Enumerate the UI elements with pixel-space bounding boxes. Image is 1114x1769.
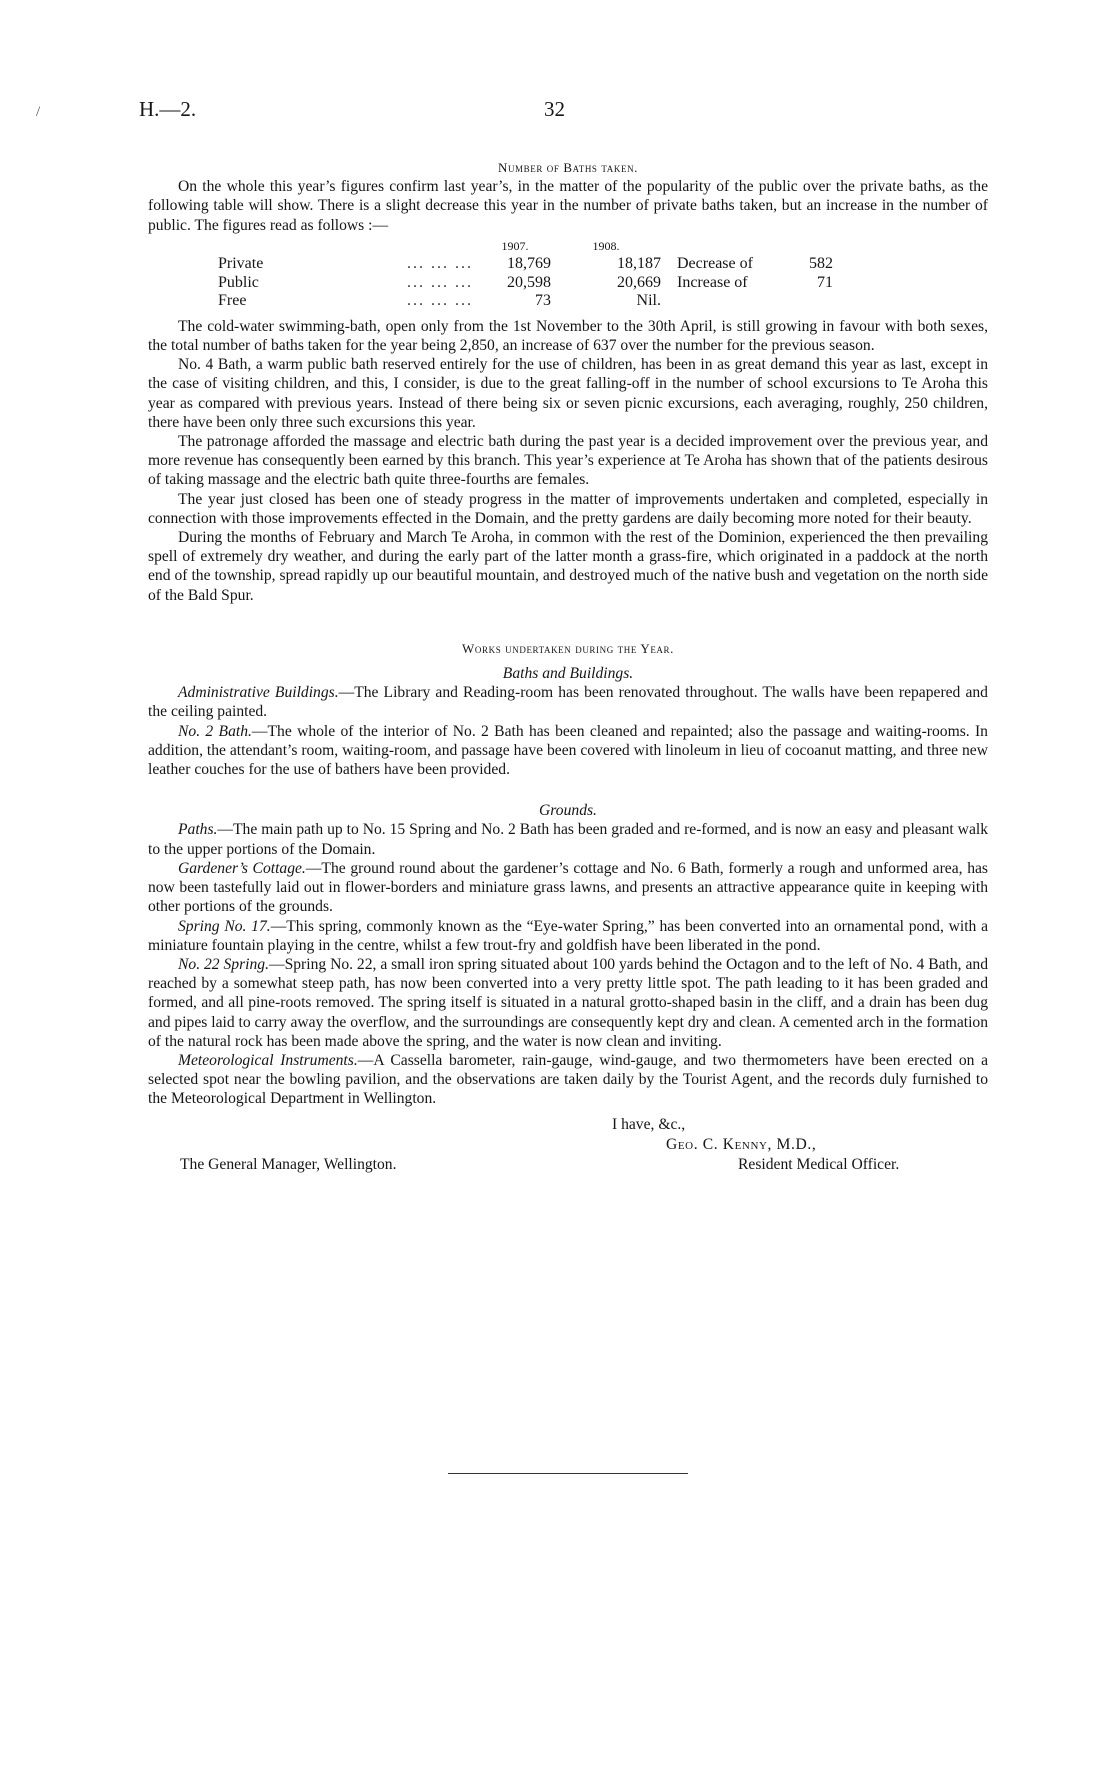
cell-1908: 20,669 [617,273,661,291]
table-row [218,292,833,311]
section-heading-works: Works undertaken during the Year. [462,640,674,656]
item-text: —The ground round about the gardener’s cottage and No. 6 Bath, formerly a rough and unformed area, has now been tastefully laid out in flower-borders and miniature grass lawns, and presents an attractive appearance quite in keeping with other portions of the grounds. [148,859,988,916]
cell-1907: 20,598 [507,273,551,291]
row-label: Free [218,292,247,310]
table-row [218,274,833,293]
item-text: —Spring No. 22, a small iron spring situated about 100 yards behind the Octagon and to the left of No. 4 Bath, and reached by a somewhat steep path, has now been converted into a very pretty little spot. The path leading to it has been graded and formed, and all pine-roots removed. The spring itself is situated in a natural grotto-shaped basin in the cliff, and a drain has been dug and pipes laid to carry away the overflow, and the surroundings are consequently kept dry and clean. A cemented arch in the formation of the natural rock has been made above the spring, and the water is now clean and inviting. [148,955,988,1050]
closing-line: I have, &c., [612,1115,686,1133]
signatory-title: Resident Medical Officer. [738,1155,900,1173]
table-row [218,255,833,274]
item-title: No. 22 Spring. [178,955,269,973]
leader-dots: ... ... ... [407,292,473,310]
document-body [148,158,988,1177]
cell-amount: 582 [809,255,833,273]
cell-1907: 73 [535,292,551,310]
cell-1907: 18,769 [507,255,551,273]
subheading-grounds: Grounds. [539,802,597,820]
page-number: 32 [544,97,565,121]
table-header-row [218,237,833,256]
paragraph-spring-22 [148,955,988,1051]
column-header-1907: 1907. [501,238,529,253]
item-title: No. 2 Bath. [178,722,252,740]
item-title: Gardener’s Cottage. [178,859,306,877]
cell-amount: 71 [817,273,833,291]
item-text: —The Library and Reading-room has been renovated throughout. The walls have been repapered and the ceiling painted. [148,684,988,721]
signature-block [148,1113,988,1177]
paragraph-no2-bath [148,722,988,780]
paragraph-massage: The patronage afforded the massage and electric bath during the past year is a decided improvement over the previous year, and more revenue has consequently been earned by this branch. This year’s experience at Te Aroha has shown that of the patients desirous of taking massage and the electric bath quite three-fourths are females. [148,433,988,489]
signatory-name: Geo. C. Kenny, M.D., [666,1135,817,1153]
row-label: Private [218,255,264,273]
row-label: Public [218,273,259,291]
cell-change: Increase of [677,273,748,291]
item-title: Spring No. 17. [178,917,271,935]
paragraph-admin-buildings [148,683,988,721]
paragraph-grass-fire: During the months of February and March Te Aroha, in common with the rest of the Dominion, experienced the then prevailing spell of extremely dry weather, and during the early part of the latter month a grass-fire, which originated in a paddock at the north end of the township, spread rapidly up our beautiful mountain, and destroyed much of the native bush and vegetation on the north side of the Bald Spur. [148,529,988,604]
paragraph-progress: The year just closed has been one of steady progress in the matter of improvements undertaken and completed, especially in connection with those improvements effected in the Domain, and the pretty gardens are daily becoming more noted for their beauty. [148,490,988,527]
baths-intro-paragraph: On the whole this year’s figures confirm last year’s, in the matter of the popularity of the public over the private baths, as the following table will show. There is a slight decrease this year in the number of private baths taken, but an increase in the number of public. The figures read as follows :— [148,178,988,234]
addressee: The General Manager, Wellington. [180,1155,397,1173]
margin-mark: / [36,104,41,120]
cell-change [661,292,797,311]
item-title: Paths. [178,821,218,839]
paragraph-gardeners-cottage [148,859,988,917]
cell-1908: 18,187 [617,255,661,273]
paragraph-paths [148,820,988,858]
cell-1908: Nil. [636,292,661,310]
item-text: —This spring, commonly known as the “Eye-water Spring,” has been converted into an ornamental pond, with a miniature fountain playing in the centre, whilst a few trout-fry and goldfish have been liberated in the pond. [148,917,988,954]
item-text: —The main path up to No. 15 Spring and No. 2 Bath has been graded and re-formed, and is now an easy and pleasant walk to the upper portions of the Domain. [148,821,988,858]
cell-amount [797,292,833,311]
item-title: Meteorological Instruments. [178,1051,358,1069]
item-text: —The whole of the interior of No. 2 Bath has been cleaned and repainted; also the passage and waiting-rooms. In addition, the attendant’s room, waiting-room, and passage have been covered with linoleum in lieu of cocoanut matting, and three new leather couches for the use of bathers have been provided. [148,722,988,779]
paragraph-spring-17 [148,917,988,955]
paragraph-meteorological [148,1051,988,1109]
paragraph-swimming-bath: The cold-water swimming-bath, open only from the 1st November to the 30th April, is still growing in favour with both sexes, the total number of baths taken for the year being 2,850, an increase of 637 over the number for the previous season. [148,317,988,355]
baths-table [218,237,833,311]
cell-change: Decrease of [677,255,753,273]
leader-dots: ... ... ... [407,255,473,273]
column-header-1908: 1908. [592,238,620,253]
document-reference: H.—2. [139,97,197,121]
item-title: Administrative Buildings. [178,684,339,702]
closing-rule [448,1473,688,1474]
section-heading-baths: Number of Baths taken. [497,160,639,175]
paragraph-no4-bath: No. 4 Bath, a warm public bath reserved entirely for the use of children, has been in as great demand this year as last, except in the case of visiting children, and this, I consider, is due to the great falling-off in the number of school excursions to Te Aroha this year as compared with previous years. Instead of there being six or seven picnic excursions, each averaging, roughly, 250 children, there have been only three such excursions this year. [148,356,988,431]
subheading-baths-buildings: Baths and Buildings. [502,665,634,683]
item-text: —A Cassella barometer, rain-gauge, wind-gauge, and two thermometers have been erected on a selected spot near the bowling pavilion, and the observations are taken daily by the Tourist Agent, and the records duly furnished to the Meteorological Department in Wellington. [148,1051,988,1108]
leader-dots: ... ... ... [407,273,473,291]
